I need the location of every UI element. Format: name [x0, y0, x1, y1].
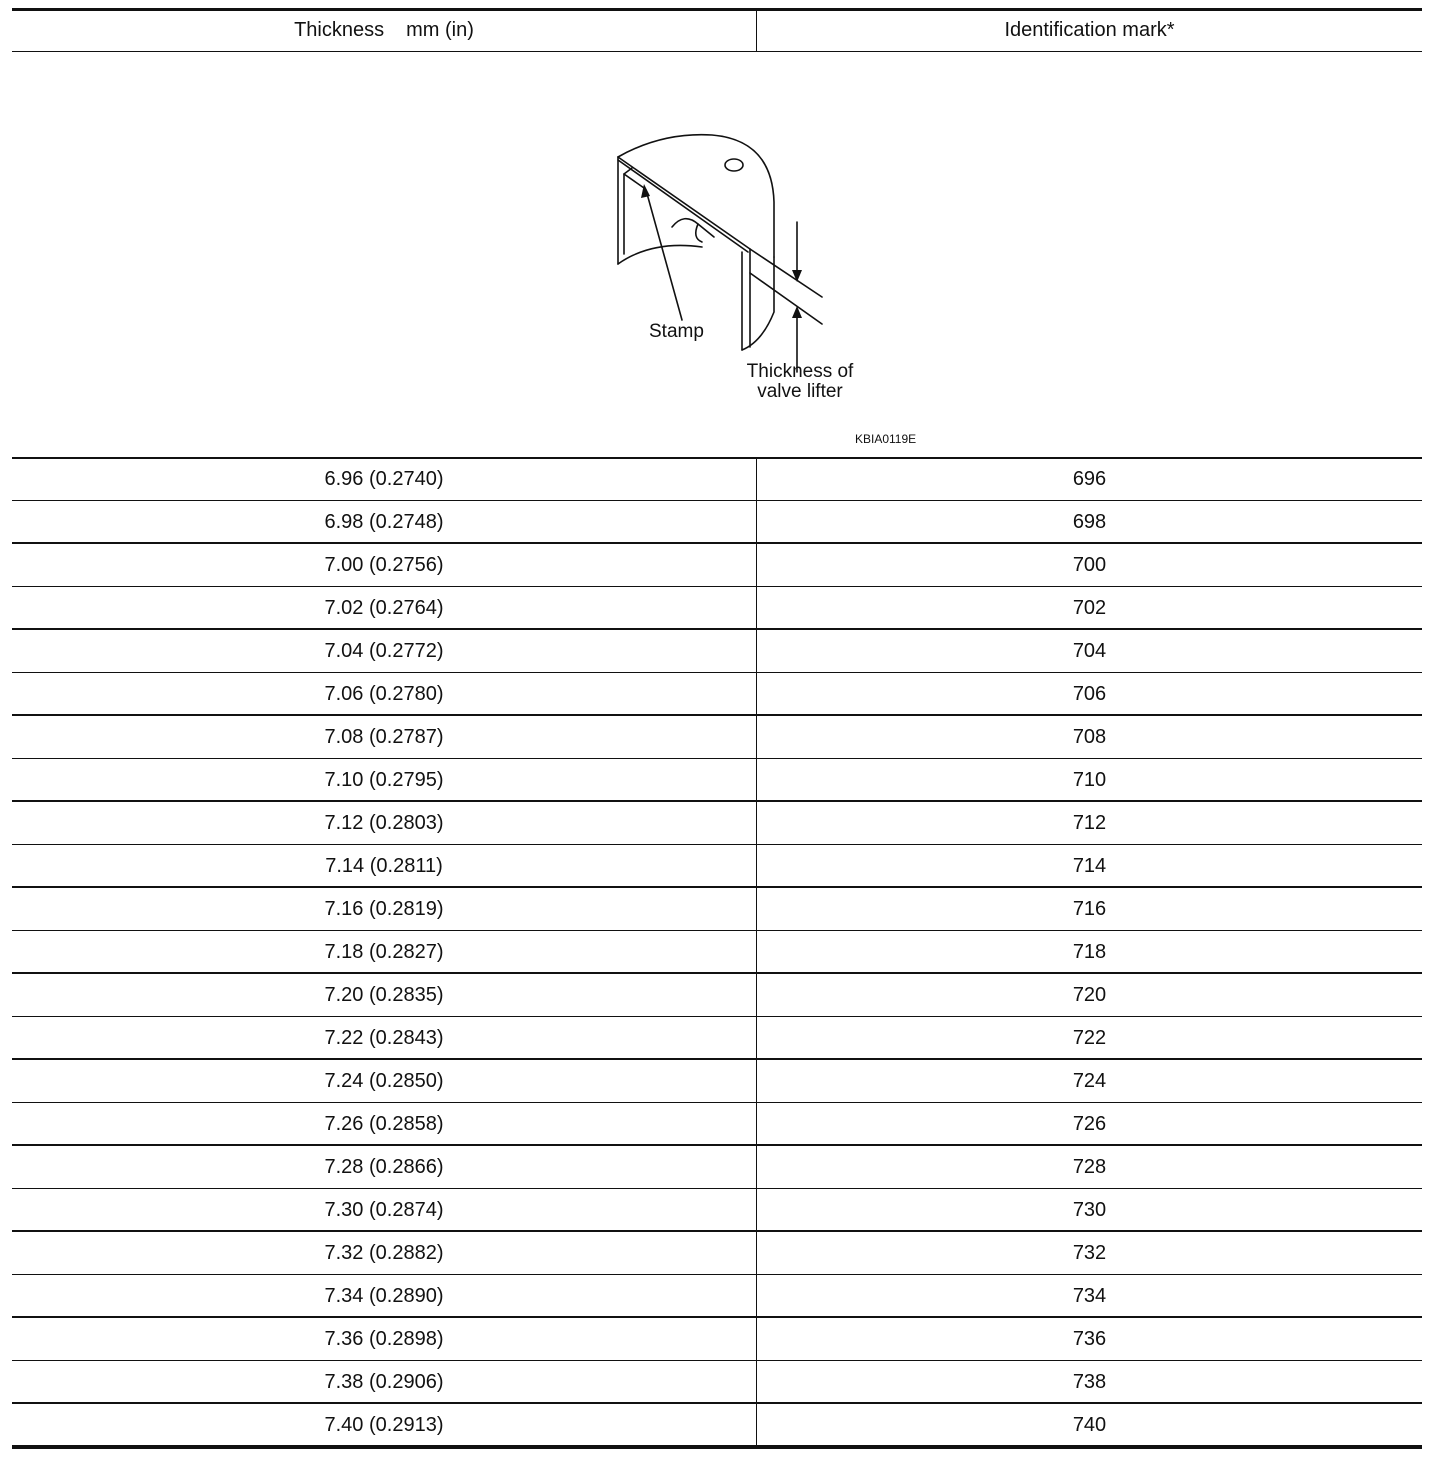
thickness-cell: 6.98 (0.2748)	[324, 510, 444, 533]
table-row	[12, 802, 1422, 845]
thickness-cell: 7.10 (0.2795)	[324, 768, 444, 791]
table-row	[12, 759, 1422, 802]
lifter-oil-hole	[725, 159, 743, 171]
thickness-cell: 7.40 (0.2913)	[324, 1413, 444, 1436]
table-row	[12, 587, 1422, 630]
thickness-cell: 7.24 (0.2850)	[324, 1069, 444, 1092]
identification-mark-cell: 724	[1072, 1069, 1107, 1092]
table-row	[12, 1017, 1422, 1060]
thickness-cell: 7.28 (0.2866)	[324, 1155, 444, 1178]
thickness-cell: 7.18 (0.2827)	[324, 940, 444, 963]
thickness-cell: 7.36 (0.2898)	[324, 1327, 444, 1350]
identification-mark-cell: 712	[1072, 811, 1107, 834]
thickness-cell: 7.08 (0.2787)	[324, 725, 444, 748]
table-row	[12, 630, 1422, 673]
thickness-cell: 7.22 (0.2843)	[324, 1026, 444, 1049]
figure-code: KBIA0119E	[855, 432, 917, 446]
table-row	[12, 1318, 1422, 1361]
thickness-label-line1: Thickness of	[746, 361, 854, 382]
thickness-extension-bottom	[750, 273, 822, 324]
lifter-left-bottom-arc	[618, 245, 702, 264]
thickness-cell: 7.04 (0.2772)	[324, 639, 444, 662]
identification-mark-cell: 740	[1072, 1413, 1107, 1436]
lifter-inner-recess	[624, 168, 632, 254]
identification-mark-cell: 696	[1072, 467, 1107, 490]
table-row	[12, 1146, 1422, 1189]
identification-mark-cell: 734	[1072, 1284, 1107, 1307]
thickness-cell: 7.12 (0.2803)	[324, 811, 444, 834]
identification-mark-cell: 714	[1072, 854, 1107, 877]
lifter-right-bottom-arc	[742, 257, 774, 350]
table-row	[12, 1232, 1422, 1275]
identification-mark-cell: 726	[1072, 1112, 1107, 1135]
thickness-cell: 7.38 (0.2906)	[324, 1370, 444, 1393]
identification-mark-cell: 716	[1072, 897, 1107, 920]
identification-mark-cell: 728	[1072, 1155, 1107, 1178]
thickness-cell: 7.34 (0.2890)	[324, 1284, 444, 1307]
stamp-leader-line	[646, 190, 682, 320]
identification-mark-cell: 738	[1072, 1370, 1107, 1393]
valve-lifter-figure	[12, 52, 1422, 458]
table-row	[12, 888, 1422, 931]
header-thickness-label: Thickness	[294, 18, 385, 41]
thickness-cell: 7.30 (0.2874)	[324, 1198, 444, 1221]
table-row	[12, 458, 1422, 501]
table-row	[12, 544, 1422, 587]
table-row	[12, 974, 1422, 1017]
identification-mark-cell: 702	[1072, 596, 1107, 619]
identification-mark-cell: 722	[1072, 1026, 1107, 1049]
thickness-cell: 6.96 (0.2740)	[324, 467, 444, 490]
thickness-cell: 7.16 (0.2819)	[324, 897, 444, 920]
table-row	[12, 1103, 1422, 1146]
table-row	[12, 1060, 1422, 1103]
thickness-cell: 7.20 (0.2835)	[324, 983, 444, 1006]
table-row	[12, 1189, 1422, 1232]
identification-mark-cell: 710	[1072, 768, 1107, 791]
thickness-cell: 7.26 (0.2858)	[324, 1112, 444, 1135]
table-row	[12, 501, 1422, 544]
thickness-extension-top	[750, 249, 822, 297]
lifter-top-arc	[618, 135, 774, 257]
header-identification-mark: Identification mark*	[1004, 18, 1175, 41]
stamp-label: Stamp	[649, 321, 704, 342]
table-row	[12, 716, 1422, 759]
header-column-divider	[756, 11, 757, 52]
table-row	[12, 1275, 1422, 1318]
valve-lifter-illustration	[12, 52, 1422, 458]
identification-mark-cell: 718	[1072, 940, 1107, 963]
thickness-cell: 7.32 (0.2882)	[324, 1241, 444, 1264]
thickness-cell: 7.02 (0.2764)	[324, 596, 444, 619]
identification-mark-cell: 708	[1072, 725, 1107, 748]
table-row	[12, 673, 1422, 716]
identification-mark-cell: 736	[1072, 1327, 1107, 1350]
thickness-label	[740, 362, 860, 402]
identification-mark-cell: 704	[1072, 639, 1107, 662]
thickness-cell: 7.06 (0.2780)	[324, 682, 444, 705]
header-thickness	[12, 9, 756, 51]
table-body	[12, 458, 1422, 1447]
thickness-cell: 7.14 (0.2811)	[325, 854, 443, 877]
identification-mark-cell: 720	[1072, 983, 1107, 1006]
identification-mark-cell: 698	[1072, 510, 1107, 533]
header-thickness-unit: mm (in)	[406, 18, 474, 41]
lifter-cut-edge-inner	[618, 160, 748, 252]
identification-mark-cell: 706	[1072, 682, 1107, 705]
lifter-center-boss	[672, 219, 714, 237]
identification-mark-cell: 732	[1072, 1241, 1107, 1264]
table-row	[12, 845, 1422, 888]
identification-mark-cell: 700	[1072, 553, 1107, 576]
thickness-label-line2: valve lifter	[757, 381, 843, 402]
table-row	[12, 931, 1422, 974]
identification-mark-cell: 730	[1072, 1198, 1107, 1221]
thickness-cell: 7.00 (0.2756)	[324, 553, 444, 576]
table-bottom-rule	[12, 1445, 1422, 1449]
thickness-arrow-down	[792, 270, 802, 282]
table-row	[12, 1404, 1422, 1447]
table-row	[12, 1361, 1422, 1404]
